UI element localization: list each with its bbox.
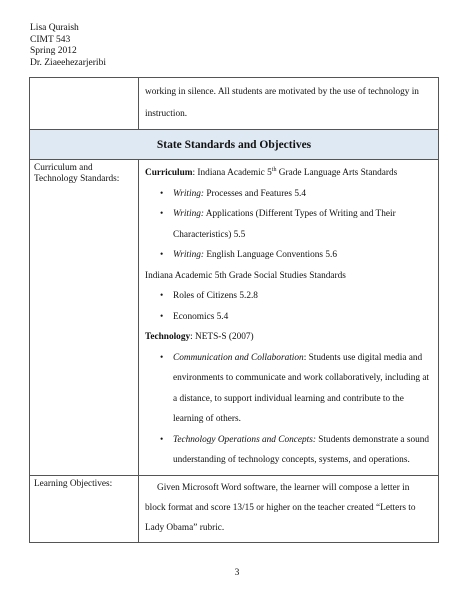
list-item: • Writing: Processes and Features 5.4 bbox=[173, 184, 432, 205]
list-item: • Roles of Citizens 5.2.8 bbox=[173, 286, 432, 307]
table-row bbox=[30, 160, 439, 476]
list-item: • Communication and Collaboration: Students use digital media and environments to communicate and work collaboratively, including at a distance, to support individual learning and contribute to the learning of others. bbox=[173, 348, 432, 430]
lesson-plan-table bbox=[29, 77, 439, 543]
technology-list bbox=[145, 348, 432, 471]
page-number: 3 bbox=[234, 568, 240, 578]
top-text-cell: working in silence. All students are motivated by the use of technology in instruction. bbox=[139, 78, 439, 130]
list-item: • Writing: English Language Conventions 5.6 bbox=[173, 245, 432, 266]
list-item: • Writing: Applications (Different Types of Writing and Their Characteristics) 5.5 bbox=[173, 204, 432, 245]
objectives-label: Learning Objectives: bbox=[30, 475, 139, 542]
section-title: State Standards and Objectives bbox=[30, 130, 439, 160]
list-item: • Technology Operations and Concepts: Students demonstrate a sound understanding of technology concepts, systems, and operations. bbox=[173, 430, 432, 471]
technology-line: Technology: NETS-S (2007) bbox=[145, 332, 254, 342]
header-line: Spring 2012 bbox=[30, 46, 77, 56]
social-studies-list bbox=[145, 286, 432, 327]
table-row bbox=[30, 78, 439, 130]
technology-heading: Technology bbox=[145, 332, 191, 342]
table-row bbox=[30, 130, 439, 160]
curriculum-line: Curriculum: Indiana Academic 5th Grade Language Arts Standards bbox=[145, 166, 398, 178]
standards-label: Curriculum and Technology Standards: bbox=[30, 160, 139, 476]
language-arts-list bbox=[145, 184, 432, 266]
curriculum-heading: Curriculum bbox=[145, 168, 193, 178]
social-studies-heading: Indiana Academic 5th Grade Social Studies Standards bbox=[145, 270, 346, 281]
empty-label-cell bbox=[30, 78, 139, 130]
author-header bbox=[30, 23, 106, 69]
standards-cell bbox=[139, 160, 439, 476]
header-line: Dr. Ziaeehezarjeribi bbox=[30, 57, 106, 68]
header-line: Lisa Quraish bbox=[30, 23, 79, 33]
header-line: CIMT 543 bbox=[30, 34, 71, 45]
list-item: • Economics 5.4 bbox=[173, 307, 432, 328]
table-row bbox=[30, 475, 439, 542]
objectives-text: Given Microsoft Word software, the learner will compose a letter in block format and score 13/15 or higher on the teacher created “Letters to Lady Obama” rubric. bbox=[145, 482, 416, 533]
objectives-cell bbox=[139, 475, 439, 542]
